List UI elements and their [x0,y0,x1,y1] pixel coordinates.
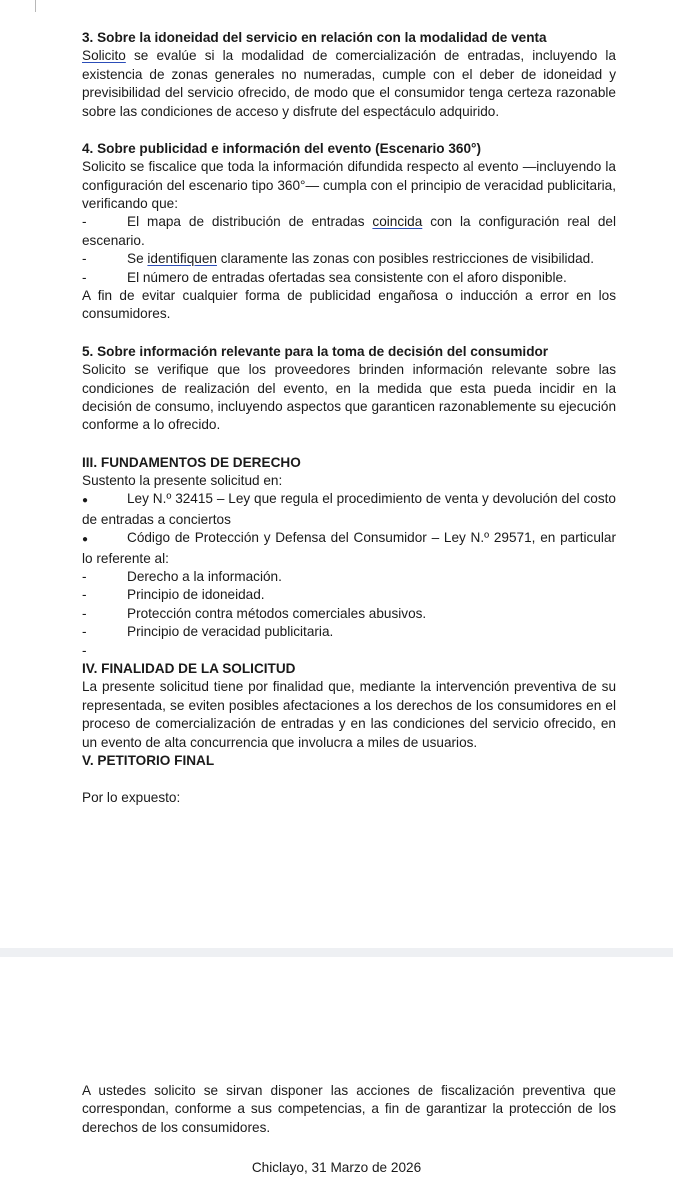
section-iii [82,454,616,660]
section-3-heading: 3. Sobre la idoneidad del servicio en relación con la modalidad de venta [82,30,547,45]
dash-marker: - [82,269,87,285]
principle-item: - Protección contra métodos comerciales abusivos. [82,605,616,623]
section-v [82,752,616,808]
dash-marker: - [82,605,87,621]
page-separator [0,948,673,957]
final-request: A ustedes solicito se sirvan disponer las acciones de fiscalización preventiva que correspondan, conforme a sus competencias, a fin de garantizar la protección de los derechos de los consumidores. [82,1083,616,1135]
principle-item: - Derecho a la información. [82,568,616,586]
section-4-closing: A fin de evitar cualquier forma de publicidad engañosa o inducción a error en los consumidores. [82,288,616,322]
section-3-body-text: se evalúe si la modalidad de comercialización de entradas, incluyendo la existencia de zonas generales no numeradas, cumple con el deber de idoneidad y previsibilidad del servicio ofrecido, de modo que el consumidor tenga certeza razonable sobre las condiciones de acceso y disfrute del espectáculo adquirido. [82,48,616,119]
dash-marker: - [82,587,87,603]
spellcheck-underlined-word: identifiquen [147,251,217,267]
dash-marker: - [82,568,87,584]
section-5 [82,343,616,435]
section-5-body: Solicito se verifique que los proveedores brinden información relevante sobre las condiciones de realización del evento, en la medida que esta pueda incidir en la decisión de consumo, incluyendo aspectos que garanticen razonablemente su ejecución conforme a lo ofrecido. [82,362,616,433]
principle-item-empty [82,642,616,660]
section-iv [82,660,616,752]
spellcheck-underlined-word: coincida [372,214,423,230]
section-iii-heading: III. FUNDAMENTOS DE DERECHO [82,454,301,470]
section-3 [82,29,616,121]
legal-basis-bullet: ● Código de Protección y Defensa del Consumidor – Ley N.º 29571, en particular lo referente al: [82,530,616,566]
place-date-line: Chiclayo, 31 Marzo de 2026 [251,1160,422,1175]
bullet-marker: ● [82,495,89,507]
section-4-intro: Solicito se fiscalice que toda la información difundida respecto al evento —incluyendo la configuración del escenario tipo 360°— cumpla con el principio de veracidad publicitaria, verificando que: [82,159,616,212]
legal-basis-bullet: ● Ley N.º 32415 – Ley que regula el procedimiento de venta y devolución del costo de entradas a conciertos [82,491,616,527]
principle-item: - Principio de veracidad publicitaria. [82,623,616,641]
section-v-body: Por lo expuesto: [82,790,181,806]
bullet-marker: ● [82,534,89,546]
section-iii-intro: Sustento la presente solicitud en: [82,472,283,488]
section-3-body [82,47,616,121]
section-4-item: - El número de entradas ofertadas sea consistente con el aforo disponible. [82,269,616,287]
page-1-content [82,29,616,808]
spellcheck-underlined-word: Solicito [82,48,126,64]
page-2-content [82,1082,616,1137]
section-iv-body: La presente solicitud tiene por finalidad que, mediante la intervención preventiva de su representada, se eviten posibles afectaciones a los derechos de los consumidores en el proceso de comercialización de entradas y en las condiciones del servicio ofrecido, en un evento de alta concurrencia que involucra a miles de usuarios. [82,679,616,750]
section-4-heading: 4. Sobre publicidad e información del evento (Escenario 360°) [82,140,482,156]
section-iv-heading: IV. FINALIDAD DE LA SOLICITUD [82,660,296,676]
section-4-item: - El mapa de distribución de entradas coincida con la configuración real del escenario. [82,214,616,248]
page-corner-mark [35,0,36,12]
principle-item: - Principio de idoneidad. [82,586,616,604]
section-4-item: - Se identifiquen claramente las zonas con posibles restricciones de visibilidad. [82,250,616,268]
dash-marker: - [82,624,87,640]
dash-marker: - [82,642,87,658]
section-v-heading: V. PETITORIO FINAL [82,753,215,769]
dash-marker: - [82,214,87,230]
section-4 [82,140,616,324]
dash-marker: - [82,251,87,267]
document-page-2 [0,957,673,1200]
section-5-heading: 5. Sobre información relevante para la toma de decisión del consumidor [82,343,549,359]
